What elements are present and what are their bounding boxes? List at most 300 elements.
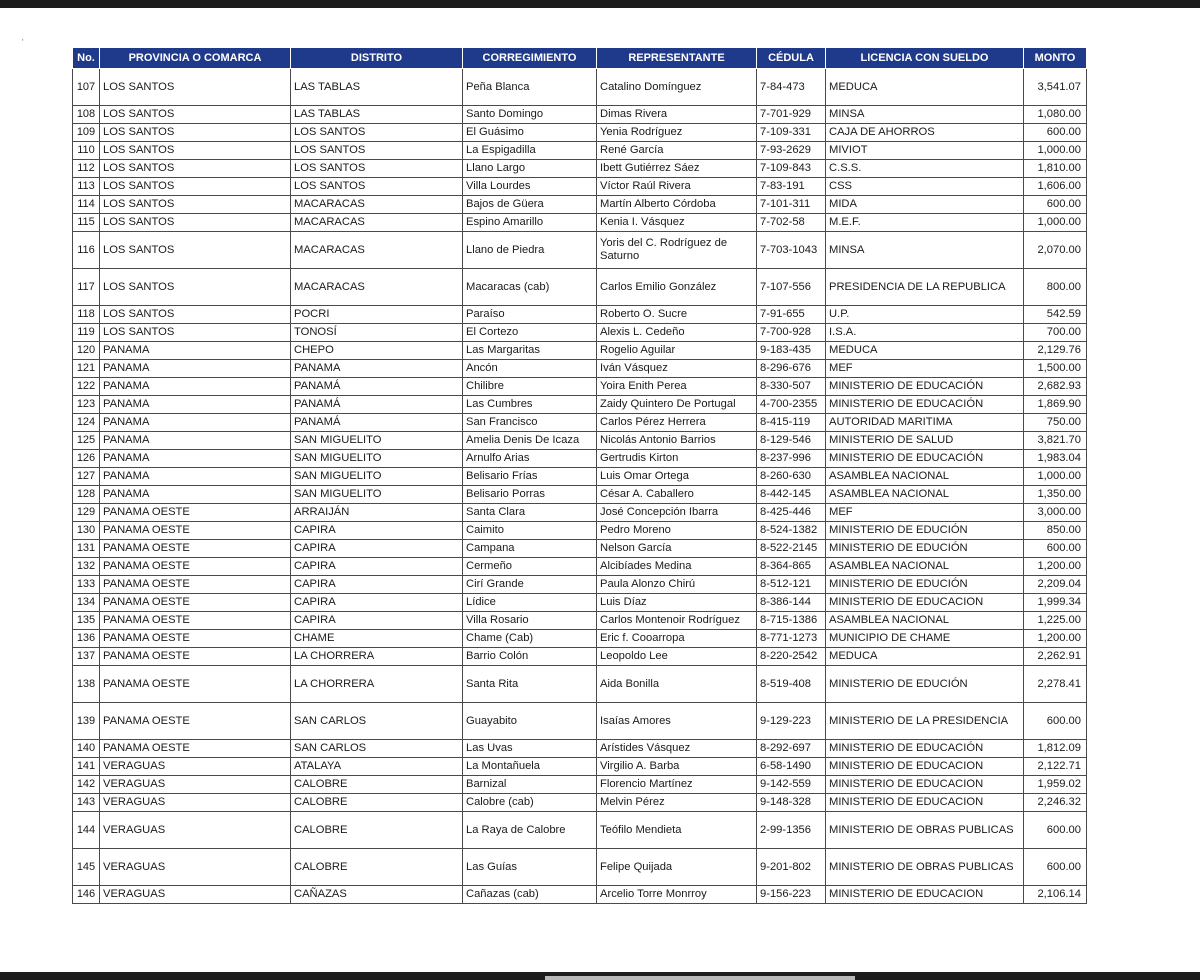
cell-representante: Dimas Rivera xyxy=(597,106,757,124)
cell-distrito: CAPIRA xyxy=(291,522,463,540)
cell-licencia: MINISTERIO DE EDUCACIÓN xyxy=(826,740,1024,758)
cell-monto: 1,200.00 xyxy=(1024,630,1087,648)
cell-monto: 1,000.00 xyxy=(1024,214,1087,232)
cell-distrito: POCRI xyxy=(291,306,463,324)
cell-distrito: PANAMÁ xyxy=(291,396,463,414)
cell-provincia: PANAMA xyxy=(100,486,291,504)
cell-representante: Carlos Pérez Herrera xyxy=(597,414,757,432)
cell-corregimiento: Barrio Colón xyxy=(463,648,597,666)
cell-no: 137 xyxy=(73,648,100,666)
table-row xyxy=(73,324,1087,342)
table-row xyxy=(73,360,1087,378)
cell-cedula: 8-292-697 xyxy=(757,740,826,758)
cell-corregimiento: Santo Domingo xyxy=(463,106,597,124)
cell-no: 115 xyxy=(73,214,100,232)
cell-corregimiento: Cirí Grande xyxy=(463,576,597,594)
cell-representante: Yenia Rodríguez xyxy=(597,124,757,142)
scan-mark: ' xyxy=(22,38,24,47)
cell-cedula: 8-519-408 xyxy=(757,666,826,703)
cell-cedula: 9-201-802 xyxy=(757,849,826,886)
table-row xyxy=(73,630,1087,648)
cell-distrito: CHAME xyxy=(291,630,463,648)
cell-distrito: PANAMÁ xyxy=(291,378,463,396)
cell-provincia: PANAMA xyxy=(100,450,291,468)
cell-corregimiento: Arnulfo Arias xyxy=(463,450,597,468)
cell-cedula: 8-524-1382 xyxy=(757,522,826,540)
cell-corregimiento: Paraíso xyxy=(463,306,597,324)
cell-cedula: 8-522-2145 xyxy=(757,540,826,558)
cell-distrito: LOS SANTOS xyxy=(291,124,463,142)
table-row xyxy=(73,214,1087,232)
table-row xyxy=(73,576,1087,594)
cell-licencia: MINISTERIO DE LA PRESIDENCIA xyxy=(826,703,1024,740)
cell-provincia: PANAMA OESTE xyxy=(100,648,291,666)
cell-cedula: 6-58-1490 xyxy=(757,758,826,776)
cell-distrito: LA CHORRERA xyxy=(291,648,463,666)
cell-licencia: MINISTERIO DE EDUCIÓN xyxy=(826,666,1024,703)
cell-corregimiento: Caimito xyxy=(463,522,597,540)
cell-monto: 1,606.00 xyxy=(1024,178,1087,196)
cell-monto: 1,350.00 xyxy=(1024,486,1087,504)
cell-distrito: ARRAIJÁN xyxy=(291,504,463,522)
table-row xyxy=(73,160,1087,178)
cell-distrito: CAÑAZAS xyxy=(291,886,463,904)
cell-provincia: PANAMA OESTE xyxy=(100,666,291,703)
cell-no: 108 xyxy=(73,106,100,124)
cell-monto: 850.00 xyxy=(1024,522,1087,540)
cell-provincia: PANAMA OESTE xyxy=(100,703,291,740)
cell-licencia: PRESIDENCIA DE LA REPUBLICA xyxy=(826,269,1024,306)
cell-provincia: LOS SANTOS xyxy=(100,178,291,196)
table-row xyxy=(73,504,1087,522)
cell-corregimiento: Belisario Frías xyxy=(463,468,597,486)
cell-corregimiento: Ancón xyxy=(463,360,597,378)
cell-corregimiento: Chilibre xyxy=(463,378,597,396)
cell-cedula: 7-700-928 xyxy=(757,324,826,342)
cell-monto: 1,000.00 xyxy=(1024,142,1087,160)
cell-licencia: CSS xyxy=(826,178,1024,196)
header-distrito: DISTRITO xyxy=(291,48,463,69)
cell-corregimiento: La Raya de Calobre xyxy=(463,812,597,849)
cell-licencia: MINISTERIO DE EDUCACIÓN xyxy=(826,396,1024,414)
cell-provincia: VERAGUAS xyxy=(100,794,291,812)
cell-distrito: MACARACAS xyxy=(291,196,463,214)
cell-monto: 2,122.71 xyxy=(1024,758,1087,776)
cell-distrito: SAN MIGUELITO xyxy=(291,432,463,450)
cell-provincia: PANAMA OESTE xyxy=(100,576,291,594)
cell-corregimiento: Santa Rita xyxy=(463,666,597,703)
cell-representante: Martín Alberto Córdoba xyxy=(597,196,757,214)
cell-representante: Aida Bonilla xyxy=(597,666,757,703)
header-licencia: LICENCIA CON SUELDO xyxy=(826,48,1024,69)
cell-corregimiento: Villa Rosario xyxy=(463,612,597,630)
cell-monto: 2,682.93 xyxy=(1024,378,1087,396)
cell-monto: 1,080.00 xyxy=(1024,106,1087,124)
table-row xyxy=(73,269,1087,306)
cell-no: 126 xyxy=(73,450,100,468)
cell-monto: 3,821.70 xyxy=(1024,432,1087,450)
cell-representante: Paula Alonzo Chirú xyxy=(597,576,757,594)
cell-cedula: 7-93-2629 xyxy=(757,142,826,160)
cell-licencia: M.E.F. xyxy=(826,214,1024,232)
cell-corregimiento: Barnizal xyxy=(463,776,597,794)
cell-distrito: CAPIRA xyxy=(291,612,463,630)
cell-representante: Arcelio Torre Monrroy xyxy=(597,886,757,904)
cell-cedula: 9-156-223 xyxy=(757,886,826,904)
cell-corregimiento: Guayabito xyxy=(463,703,597,740)
cell-corregimiento: Campana xyxy=(463,540,597,558)
cell-cedula: 8-296-676 xyxy=(757,360,826,378)
cell-monto: 2,209.04 xyxy=(1024,576,1087,594)
cell-cedula: 4-700-2355 xyxy=(757,396,826,414)
cell-licencia: ASAMBLEA NACIONAL xyxy=(826,612,1024,630)
table-row xyxy=(73,468,1087,486)
cell-representante: Carlos Montenoir Rodríguez xyxy=(597,612,757,630)
cell-no: 135 xyxy=(73,612,100,630)
cell-provincia: PANAMA OESTE xyxy=(100,740,291,758)
header-representante: REPRESENTANTE xyxy=(597,48,757,69)
cell-distrito: MACARACAS xyxy=(291,232,463,269)
cell-distrito: CAPIRA xyxy=(291,576,463,594)
cell-representante: Yoris del C. Rodríguez de Saturno xyxy=(597,232,757,269)
cell-distrito: LA CHORRERA xyxy=(291,666,463,703)
cell-representante: Iván Vásquez xyxy=(597,360,757,378)
cell-provincia: LOS SANTOS xyxy=(100,232,291,269)
cell-licencia: U.P. xyxy=(826,306,1024,324)
cell-no: 139 xyxy=(73,703,100,740)
cell-distrito: LOS SANTOS xyxy=(291,142,463,160)
cell-provincia: PANAMA xyxy=(100,360,291,378)
cell-provincia: VERAGUAS xyxy=(100,758,291,776)
cell-no: 123 xyxy=(73,396,100,414)
table-row xyxy=(73,522,1087,540)
cell-distrito: CAPIRA xyxy=(291,540,463,558)
cell-provincia: PANAMA xyxy=(100,396,291,414)
cell-licencia: MEDUCA xyxy=(826,648,1024,666)
cell-monto: 3,541.07 xyxy=(1024,69,1087,106)
cell-monto: 1,999.34 xyxy=(1024,594,1087,612)
table-row xyxy=(73,378,1087,396)
cell-corregimiento: Lídice xyxy=(463,594,597,612)
cell-distrito: PANAMA xyxy=(291,360,463,378)
cell-provincia: PANAMA OESTE xyxy=(100,612,291,630)
cell-licencia: MINISTERIO DE EDUCACION xyxy=(826,886,1024,904)
table-row xyxy=(73,740,1087,758)
cell-licencia: ASAMBLEA NACIONAL xyxy=(826,468,1024,486)
cell-corregimiento: Las Margaritas xyxy=(463,342,597,360)
cell-cedula: 8-512-121 xyxy=(757,576,826,594)
cell-licencia: CAJA DE AHORROS xyxy=(826,124,1024,142)
table-row xyxy=(73,794,1087,812)
cell-provincia: LOS SANTOS xyxy=(100,160,291,178)
cell-monto: 2,246.32 xyxy=(1024,794,1087,812)
cell-monto: 1,959.02 xyxy=(1024,776,1087,794)
cell-corregimiento: Cermeño xyxy=(463,558,597,576)
cell-licencia: MINISTERIO DE EDUCACIÓN xyxy=(826,450,1024,468)
cell-no: 122 xyxy=(73,378,100,396)
cell-corregimiento: La Espigadilla xyxy=(463,142,597,160)
cell-representante: Carlos Emilio González xyxy=(597,269,757,306)
cell-licencia: MINISTERIO DE EDUCACION xyxy=(826,758,1024,776)
cell-corregimiento: La Montañuela xyxy=(463,758,597,776)
cell-monto: 1,225.00 xyxy=(1024,612,1087,630)
table-row xyxy=(73,558,1087,576)
cell-representante: Alexis L. Cedeño xyxy=(597,324,757,342)
cell-distrito: LAS TABLAS xyxy=(291,106,463,124)
cell-no: 121 xyxy=(73,360,100,378)
table-row xyxy=(73,178,1087,196)
cell-no: 120 xyxy=(73,342,100,360)
cell-no: 109 xyxy=(73,124,100,142)
cell-no: 133 xyxy=(73,576,100,594)
table-row xyxy=(73,396,1087,414)
cell-corregimiento: Chame (Cab) xyxy=(463,630,597,648)
cell-monto: 1,200.00 xyxy=(1024,558,1087,576)
cell-representante: Alcibíades Medina xyxy=(597,558,757,576)
table-row xyxy=(73,540,1087,558)
cell-corregimiento: El Cortezo xyxy=(463,324,597,342)
table-row xyxy=(73,432,1087,450)
cell-cedula: 8-386-144 xyxy=(757,594,826,612)
cell-representante: Yoira Enith Perea xyxy=(597,378,757,396)
cell-no: 125 xyxy=(73,432,100,450)
cell-provincia: LOS SANTOS xyxy=(100,69,291,106)
cell-no: 138 xyxy=(73,666,100,703)
cell-distrito: CALOBRE xyxy=(291,776,463,794)
cell-representante: César A. Caballero xyxy=(597,486,757,504)
cell-corregimiento: Macaracas (cab) xyxy=(463,269,597,306)
table-row xyxy=(73,232,1087,269)
cell-provincia: PANAMA xyxy=(100,432,291,450)
cell-corregimiento: Bajos de Güera xyxy=(463,196,597,214)
header-cedula: CÉDULA xyxy=(757,48,826,69)
cell-no: 112 xyxy=(73,160,100,178)
cell-monto: 1,869.90 xyxy=(1024,396,1087,414)
cell-representante: Luis Díaz xyxy=(597,594,757,612)
cell-corregimiento: Amelia Denis De Icaza xyxy=(463,432,597,450)
cell-provincia: PANAMA xyxy=(100,468,291,486)
cell-cedula: 8-330-507 xyxy=(757,378,826,396)
cell-provincia: PANAMA OESTE xyxy=(100,558,291,576)
header-monto: MONTO xyxy=(1024,48,1087,69)
cell-monto: 1,983.04 xyxy=(1024,450,1087,468)
cell-provincia: PANAMA OESTE xyxy=(100,540,291,558)
cell-representante: Melvin Pérez xyxy=(597,794,757,812)
cell-provincia: VERAGUAS xyxy=(100,776,291,794)
cell-representante: Arístides Vásquez xyxy=(597,740,757,758)
cell-representante: Nelson García xyxy=(597,540,757,558)
cell-corregimiento: Llano de Piedra xyxy=(463,232,597,269)
cell-monto: 700.00 xyxy=(1024,324,1087,342)
cell-cedula: 7-101-311 xyxy=(757,196,826,214)
cell-provincia: PANAMA xyxy=(100,414,291,432)
cell-cedula: 8-442-145 xyxy=(757,486,826,504)
cell-corregimiento: Peña Blanca xyxy=(463,69,597,106)
cell-monto: 1,500.00 xyxy=(1024,360,1087,378)
cell-representante: Leopoldo Lee xyxy=(597,648,757,666)
cell-provincia: PANAMA OESTE xyxy=(100,504,291,522)
cell-cedula: 7-703-1043 xyxy=(757,232,826,269)
cell-representante: Luis Omar Ortega xyxy=(597,468,757,486)
cell-cedula: 9-129-223 xyxy=(757,703,826,740)
cell-licencia: MINISTERIO DE SALUD xyxy=(826,432,1024,450)
cell-cedula: 7-702-58 xyxy=(757,214,826,232)
bottom-scroll-indicator xyxy=(545,976,855,980)
cell-licencia: ASAMBLEA NACIONAL xyxy=(826,558,1024,576)
cell-representante: Zaidy Quintero De Portugal xyxy=(597,396,757,414)
cell-provincia: PANAMA OESTE xyxy=(100,522,291,540)
cell-monto: 600.00 xyxy=(1024,196,1087,214)
cell-cedula: 7-83-191 xyxy=(757,178,826,196)
cell-representante: Kenia I. Vásquez xyxy=(597,214,757,232)
table-row xyxy=(73,106,1087,124)
cell-distrito: SAN CARLOS xyxy=(291,740,463,758)
table-body xyxy=(73,69,1087,904)
table-row xyxy=(73,703,1087,740)
cell-monto: 600.00 xyxy=(1024,540,1087,558)
cell-licencia: MINSA xyxy=(826,232,1024,269)
cell-no: 146 xyxy=(73,886,100,904)
cell-cedula: 7-84-473 xyxy=(757,69,826,106)
cell-cedula: 2-99-1356 xyxy=(757,812,826,849)
cell-distrito: LOS SANTOS xyxy=(291,160,463,178)
cell-no: 116 xyxy=(73,232,100,269)
cell-no: 132 xyxy=(73,558,100,576)
table-row xyxy=(73,450,1087,468)
cell-distrito: SAN MIGUELITO xyxy=(291,450,463,468)
cell-no: 136 xyxy=(73,630,100,648)
cell-no: 141 xyxy=(73,758,100,776)
cell-distrito: ATALAYA xyxy=(291,758,463,776)
cell-representante: Felipe Quijada xyxy=(597,849,757,886)
cell-provincia: VERAGUAS xyxy=(100,849,291,886)
header-corregimiento: CORREGIMIENTO xyxy=(463,48,597,69)
cell-licencia: MINISTERIO DE EDUCACION xyxy=(826,794,1024,812)
cell-monto: 600.00 xyxy=(1024,812,1087,849)
cell-representante: Nicolás Antonio Barrios xyxy=(597,432,757,450)
cell-licencia: MINISTERIO DE EDUCIÓN xyxy=(826,576,1024,594)
cell-representante: Isaías Amores xyxy=(597,703,757,740)
cell-monto: 2,070.00 xyxy=(1024,232,1087,269)
cell-representante: Rogelio Aguilar xyxy=(597,342,757,360)
cell-provincia: LOS SANTOS xyxy=(100,106,291,124)
cell-cedula: 8-129-546 xyxy=(757,432,826,450)
cell-cedula: 7-107-556 xyxy=(757,269,826,306)
cell-cedula: 8-715-1386 xyxy=(757,612,826,630)
document-page xyxy=(0,8,1200,972)
table-row xyxy=(73,142,1087,160)
cell-representante: Florencio Martínez xyxy=(597,776,757,794)
cell-representante: José Concepción Ibarra xyxy=(597,504,757,522)
cell-monto: 600.00 xyxy=(1024,849,1087,886)
cell-licencia: MEDUCA xyxy=(826,69,1024,106)
cell-no: 144 xyxy=(73,812,100,849)
cell-provincia: PANAMA OESTE xyxy=(100,630,291,648)
cell-no: 117 xyxy=(73,269,100,306)
cell-cedula: 9-183-435 xyxy=(757,342,826,360)
cell-monto: 1,812.09 xyxy=(1024,740,1087,758)
table-row xyxy=(73,812,1087,849)
cell-no: 124 xyxy=(73,414,100,432)
cell-licencia: MUNICIPIO DE CHAME xyxy=(826,630,1024,648)
cell-corregimiento: Calobre (cab) xyxy=(463,794,597,812)
cell-distrito: SAN MIGUELITO xyxy=(291,486,463,504)
table-row xyxy=(73,612,1087,630)
cell-no: 145 xyxy=(73,849,100,886)
cell-distrito: LAS TABLAS xyxy=(291,69,463,106)
cell-provincia: LOS SANTOS xyxy=(100,142,291,160)
cell-no: 118 xyxy=(73,306,100,324)
cell-no: 119 xyxy=(73,324,100,342)
cell-cedula: 8-415-119 xyxy=(757,414,826,432)
cell-licencia: AUTORIDAD MARITIMA xyxy=(826,414,1024,432)
table-row xyxy=(73,196,1087,214)
cell-no: 129 xyxy=(73,504,100,522)
header-provincia: PROVINCIA O COMARCA xyxy=(100,48,291,69)
cell-monto: 2,106.14 xyxy=(1024,886,1087,904)
cell-representante: Ibett Gutiérrez Sáez xyxy=(597,160,757,178)
cell-no: 110 xyxy=(73,142,100,160)
cell-cedula: 7-109-843 xyxy=(757,160,826,178)
cell-monto: 2,262.91 xyxy=(1024,648,1087,666)
cell-provincia: LOS SANTOS xyxy=(100,124,291,142)
cell-monto: 1,000.00 xyxy=(1024,468,1087,486)
cell-distrito: CALOBRE xyxy=(291,794,463,812)
cell-cedula: 7-91-655 xyxy=(757,306,826,324)
cell-cedula: 7-109-331 xyxy=(757,124,826,142)
cell-distrito: CAPIRA xyxy=(291,558,463,576)
cell-no: 130 xyxy=(73,522,100,540)
cell-no: 127 xyxy=(73,468,100,486)
cell-distrito: MACARACAS xyxy=(291,214,463,232)
table-row xyxy=(73,776,1087,794)
cell-cedula: 8-220-2542 xyxy=(757,648,826,666)
cell-cedula: 9-148-328 xyxy=(757,794,826,812)
table-row xyxy=(73,486,1087,504)
cell-representante: Virgilio A. Barba xyxy=(597,758,757,776)
cell-provincia: PANAMA xyxy=(100,378,291,396)
cell-corregimiento: Las Uvas xyxy=(463,740,597,758)
cell-provincia: PANAMA OESTE xyxy=(100,594,291,612)
cell-distrito: SAN MIGUELITO xyxy=(291,468,463,486)
cell-distrito: CHEPO xyxy=(291,342,463,360)
cell-licencia: MIVIOT xyxy=(826,142,1024,160)
cell-cedula: 8-237-996 xyxy=(757,450,826,468)
legislators-table xyxy=(72,48,1087,904)
table-row xyxy=(73,886,1087,904)
table-row xyxy=(73,69,1087,106)
table-row xyxy=(73,648,1087,666)
cell-licencia: MINISTERIO DE OBRAS PUBLICAS xyxy=(826,849,1024,886)
cell-provincia: LOS SANTOS xyxy=(100,324,291,342)
cell-licencia: MIDA xyxy=(826,196,1024,214)
table-row xyxy=(73,666,1087,703)
cell-cedula: 7-701-929 xyxy=(757,106,826,124)
cell-no: 142 xyxy=(73,776,100,794)
cell-distrito: CALOBRE xyxy=(291,849,463,886)
cell-licencia: MINISTERIO DE EDUCIÓN xyxy=(826,522,1024,540)
cell-corregimiento: Llano Largo xyxy=(463,160,597,178)
cell-corregimiento: Santa Clara xyxy=(463,504,597,522)
cell-distrito: TONOSÍ xyxy=(291,324,463,342)
cell-monto: 1,810.00 xyxy=(1024,160,1087,178)
cell-no: 143 xyxy=(73,794,100,812)
table-row xyxy=(73,758,1087,776)
cell-corregimiento: Las Cumbres xyxy=(463,396,597,414)
cell-representante: Pedro Moreno xyxy=(597,522,757,540)
cell-monto: 600.00 xyxy=(1024,124,1087,142)
cell-licencia: MINISTERIO DE EDUCACION xyxy=(826,776,1024,794)
